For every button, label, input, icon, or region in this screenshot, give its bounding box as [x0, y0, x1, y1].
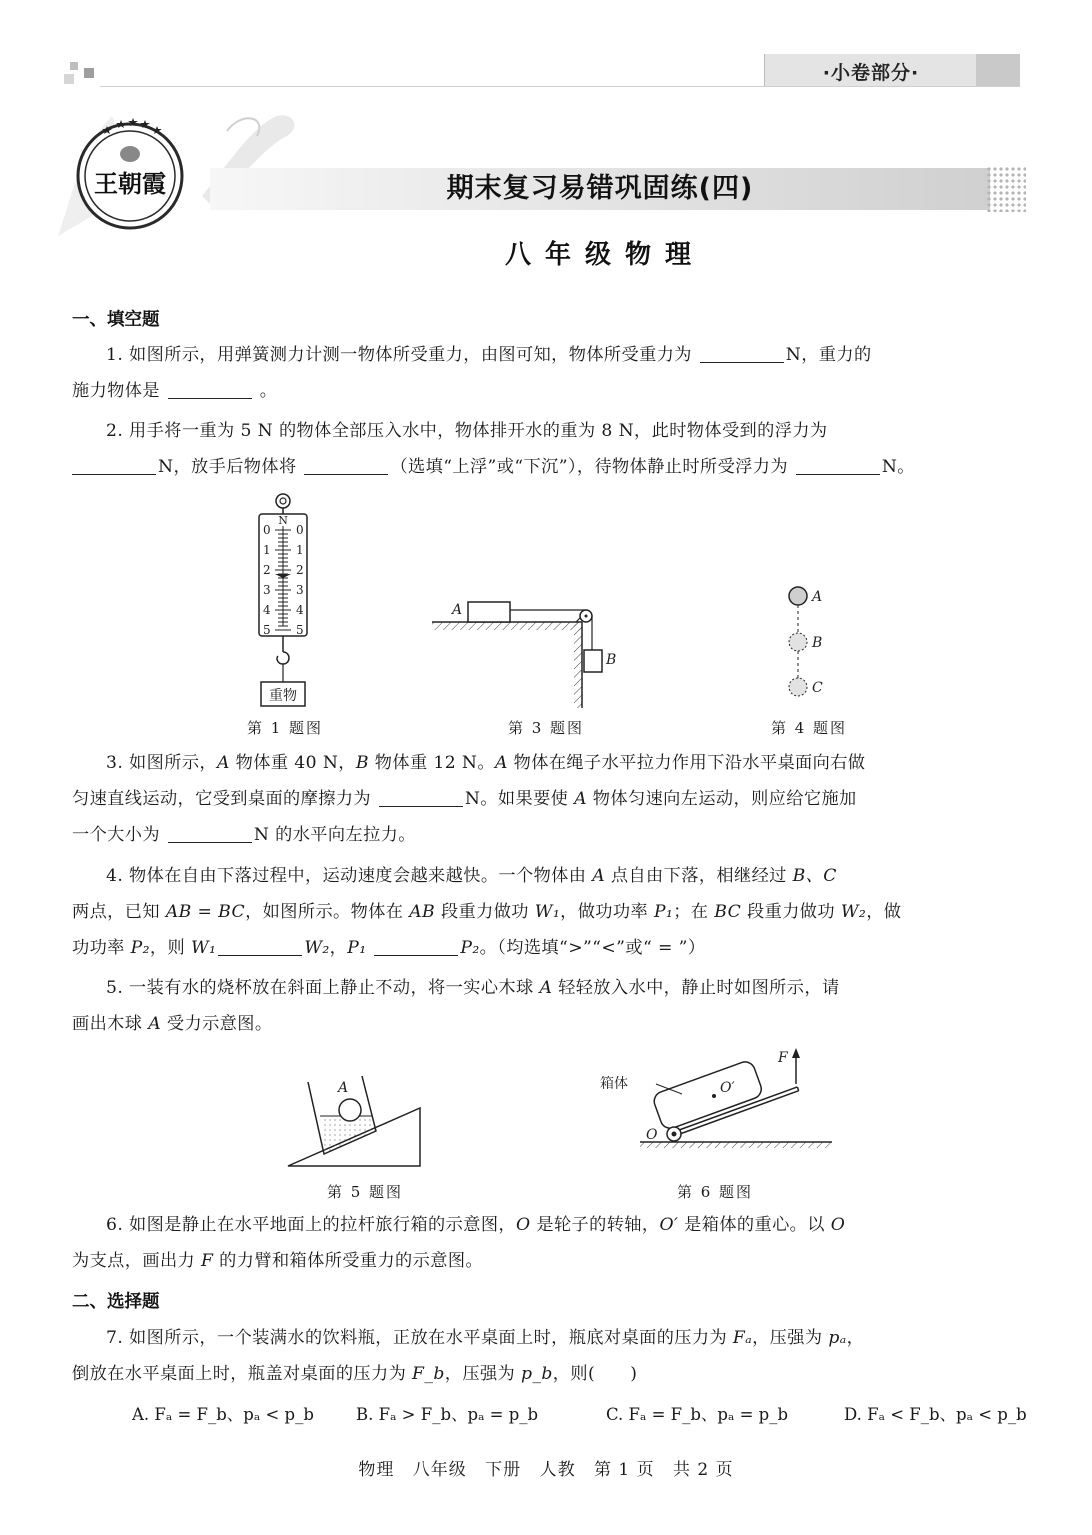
- answer-blank[interactable]: [796, 458, 880, 475]
- q4-text: 段重力做功: [435, 902, 535, 922]
- q1-text: 1. 如图所示，用弹簧测力计测一物体所受重力，由图可知，物体所受重力为: [106, 345, 692, 365]
- answer-blank[interactable]: [168, 826, 252, 843]
- q4-text: 功功率: [72, 938, 131, 958]
- q4-text: ，: [329, 938, 348, 958]
- q7-text: Fₐ: [732, 1328, 753, 1348]
- page-title: 期末复习易错巩固练(四): [446, 173, 754, 204]
- q7-text: ，则( ): [552, 1364, 638, 1384]
- q4-text: ，做功功率: [560, 902, 654, 922]
- footer-volume: 下册: [485, 1460, 522, 1480]
- figure-3-pulley: [428, 594, 628, 712]
- q4-text: P₁: [653, 902, 674, 922]
- q6-text: O: [516, 1215, 531, 1235]
- figure-6-suitcase: [596, 1046, 836, 1154]
- section-heading-multiple-choice: 二、选择题: [72, 1292, 160, 1312]
- tick-label: 0: [263, 523, 271, 537]
- tick-label: 4: [296, 603, 304, 617]
- q6-text: O′: [659, 1215, 679, 1235]
- q7-text: 7. 如图所示，一个装满水的饮料瓶，正放在水平桌面上时，瓶底对桌面的压力为: [106, 1328, 733, 1348]
- page-footer: [0, 1455, 1092, 1480]
- q4-text: ，则: [149, 938, 191, 958]
- q3-text: 3. 如图所示，: [106, 753, 217, 773]
- q3-text: 物体在绳子水平拉力作用下沿水平桌面向右做: [507, 753, 866, 773]
- q4-text: BC: [714, 902, 742, 922]
- q4-text: A: [592, 866, 606, 886]
- q1-text: N，重力的: [785, 345, 872, 365]
- q4-text: 。（均选填“>”“<”或“ = ”）: [479, 938, 706, 958]
- label-a: A: [452, 602, 463, 618]
- q5-text: 轻轻放入水中，静止时如图所示，请: [552, 978, 840, 998]
- q3-text: B: [355, 753, 369, 773]
- question-3: [72, 745, 1022, 853]
- q7-text: ，: [846, 1328, 865, 1348]
- question-2: [72, 413, 1022, 485]
- option-c[interactable]: C. Fₐ = F_b、pₐ = p_b: [606, 1405, 789, 1424]
- tick-label: 2: [296, 563, 304, 577]
- figure-5-caption: 第 5 题图: [326, 1183, 404, 1201]
- label-c: C: [812, 680, 823, 696]
- option-d[interactable]: D. Fₐ < F_b、pₐ < p_b: [844, 1405, 1027, 1424]
- tick-label: 0: [296, 523, 304, 537]
- q4-text: W₂: [304, 938, 330, 958]
- tick-label: 5: [296, 623, 304, 637]
- q4-text: ，如图所示。物体在: [245, 902, 410, 922]
- q2-text: N，放手后物体将: [158, 457, 297, 477]
- tick-label: 1: [296, 543, 304, 557]
- footer-edition: 人教: [539, 1460, 576, 1480]
- option-a[interactable]: A. Fₐ = F_b、pₐ < p_b: [132, 1405, 314, 1424]
- label-a: A: [338, 1080, 349, 1096]
- q5-text: 画出木球: [72, 1014, 149, 1034]
- q4-text: 两点，已知: [72, 902, 166, 922]
- q7-text: p_b: [520, 1364, 553, 1384]
- q6-text: 是箱体的重心。以: [678, 1215, 831, 1235]
- answer-blank[interactable]: [700, 346, 784, 363]
- tick-label: 3: [296, 583, 304, 597]
- q7-text: ，压强为: [444, 1364, 521, 1384]
- tick-label: 2: [263, 563, 271, 577]
- q2-text: （选填“上浮”或“下沉”），待物体静止时所受浮力为: [390, 457, 788, 477]
- weight-label: 重物: [269, 688, 297, 704]
- answer-blank[interactable]: [304, 458, 388, 475]
- label-f: F: [778, 1050, 788, 1066]
- figure-1-spring-scale: [245, 492, 325, 714]
- q5-text: 5. 一装有水的烧杯放在斜面上静止不动，将一实心木球: [106, 978, 540, 998]
- footer-subject: 物理: [358, 1460, 395, 1480]
- q4-text: W₁: [190, 938, 217, 958]
- label-a: A: [812, 589, 823, 605]
- q4-text: P₂: [130, 938, 150, 958]
- q7-text: 倒放在水平桌面上时，瓶盖对桌面的压力为: [72, 1364, 413, 1384]
- box-label: 箱体: [600, 1076, 628, 1092]
- figure-6-caption: 第 6 题图: [676, 1183, 754, 1201]
- q3-text: 物体重 12 N。: [368, 753, 495, 773]
- figure-5-beaker-incline: [284, 1074, 424, 1170]
- figure-1-caption: 第 1 题图: [246, 719, 324, 737]
- q5-text: A: [148, 1014, 162, 1034]
- q1-text: 。: [259, 381, 278, 401]
- label-o: O: [646, 1127, 658, 1143]
- question-6: [72, 1207, 1022, 1279]
- section-tag-label: ·小卷部分·: [822, 62, 920, 84]
- q3-text: A: [494, 753, 508, 773]
- answer-blank[interactable]: [374, 939, 458, 956]
- option-b[interactable]: B. Fₐ > F_b、pₐ = p_b: [356, 1405, 539, 1424]
- q3-text: A: [574, 789, 587, 809]
- footer-grade: 八年级: [412, 1460, 467, 1480]
- q7-text: pₐ: [828, 1328, 847, 1348]
- q4-text: P₂: [460, 938, 480, 958]
- section-heading-fill-blank: 一、填空题: [72, 310, 160, 330]
- q3-text: 物体匀速向左运动，则应给它施加: [586, 789, 857, 809]
- q6-text: 为支点，画出力: [72, 1251, 201, 1271]
- title-dots: [986, 166, 1026, 212]
- figure-4-falling-object: [786, 582, 836, 702]
- q5-text: A: [539, 978, 553, 998]
- q4-text: B、C: [792, 866, 837, 886]
- question-7: [72, 1320, 1022, 1392]
- q4-text: AB: [409, 902, 436, 922]
- q3-text: A: [217, 753, 230, 773]
- q4-text: W₂: [840, 902, 867, 922]
- q4-text: 段重力做功: [741, 902, 841, 922]
- q6-text: O: [830, 1215, 846, 1235]
- q1-text: 施力物体是: [72, 381, 160, 401]
- label-o-prime: O′: [720, 1080, 735, 1096]
- answer-blank[interactable]: [218, 939, 302, 956]
- q4-text: W₁: [534, 902, 561, 922]
- question-1: [72, 337, 1022, 409]
- q6-text: F: [200, 1251, 214, 1271]
- figure-4-caption: 第 4 题图: [770, 719, 848, 737]
- q5-text: 受力示意图。: [161, 1014, 273, 1034]
- header-rule: [100, 86, 1020, 87]
- q4-text: ，做: [866, 902, 902, 922]
- footer-page: 第 1 页: [593, 1460, 655, 1480]
- q4-text: AB = BC: [165, 902, 246, 922]
- q3-text: 匀速直线运动，它受到桌面的摩擦力为: [72, 789, 371, 809]
- label-b: B: [812, 635, 823, 651]
- question-5: [72, 970, 1022, 1042]
- q6-text: 6. 如图是静止在水平地面上的拉杆旅行箱的示意图，: [106, 1215, 516, 1235]
- q7-text: ，压强为: [752, 1328, 829, 1348]
- q4-text: ；在: [673, 902, 715, 922]
- q3-text: N。如果要使: [464, 789, 575, 809]
- q6-text: 的力臂和箱体所受重力的示意图。: [213, 1251, 483, 1271]
- q6-text: 是轮子的转轴，: [530, 1215, 660, 1235]
- logo-text: 王朝霞: [94, 169, 166, 198]
- q4-text: 4. 物体在自由下落过程中，运动速度会越来越快。一个物体由: [106, 866, 593, 886]
- tick-label: 4: [263, 603, 271, 617]
- q4-text: 点自由下落，相继经过: [605, 866, 793, 886]
- q3-text: N 的水平向左拉力。: [253, 825, 416, 845]
- q3-text: 一个大小为: [72, 825, 160, 845]
- tick-label: 1: [263, 543, 271, 557]
- q7-text: F_b: [412, 1364, 445, 1384]
- question-4: [72, 858, 1022, 966]
- tick-label: 5: [263, 623, 271, 637]
- section-tag: [764, 54, 1020, 86]
- answer-blank[interactable]: [379, 790, 463, 807]
- label-b: B: [606, 652, 617, 668]
- q4-text: P₁: [347, 938, 367, 958]
- q3-text: 物体重 40 N，: [229, 753, 356, 773]
- footer-total: 共 2 页: [673, 1460, 734, 1480]
- figure-3-caption: 第 3 题图: [507, 719, 585, 737]
- tick-label: 3: [263, 583, 271, 597]
- q2-text: N。: [881, 457, 915, 477]
- q2-text: 2. 用手将一重为 5 N 的物体全部压入水中，物体排开水的重为 8 N，此时物体受到的浮力为: [106, 421, 828, 441]
- scale-unit: N: [278, 514, 288, 527]
- answer-blank[interactable]: [72, 458, 156, 475]
- answer-blank[interactable]: [168, 382, 252, 399]
- page-subtitle: 八年级物理: [504, 240, 705, 270]
